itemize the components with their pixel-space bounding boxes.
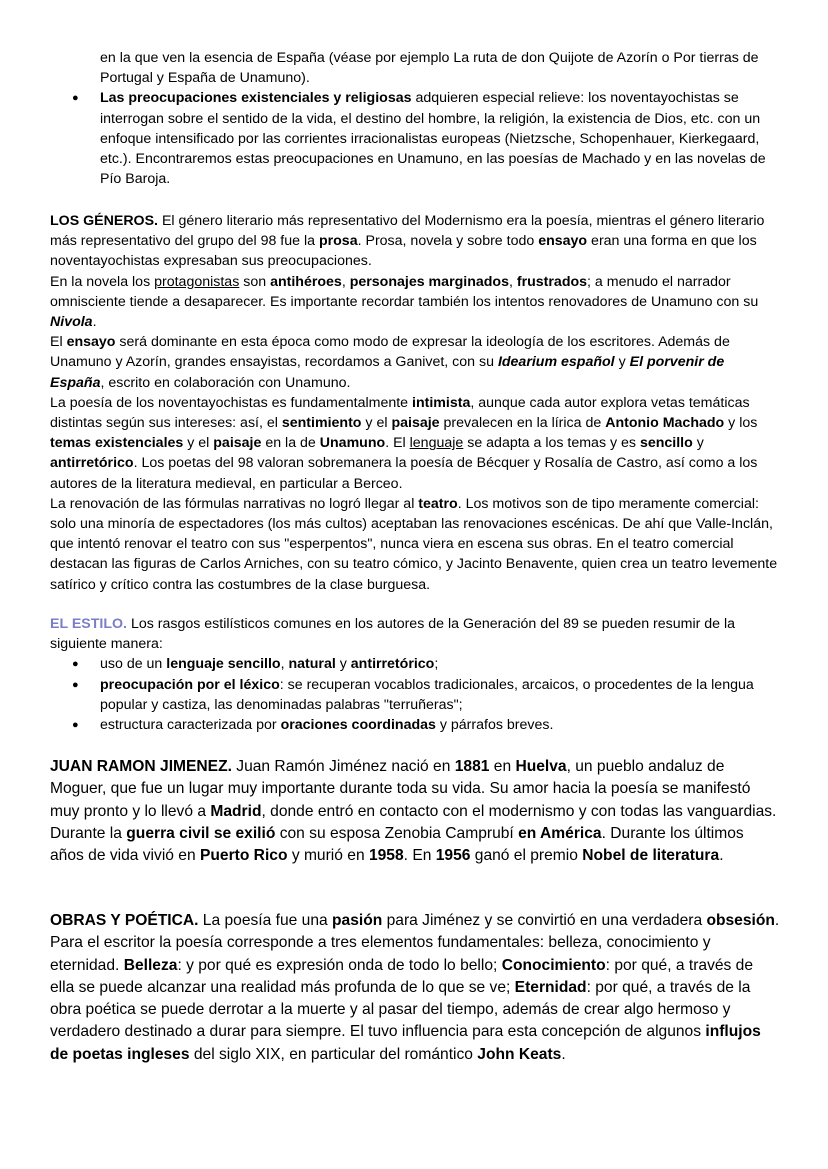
text-run: se adapta a los temas y es: [463, 435, 640, 452]
bold-term: ensayo: [66, 334, 116, 351]
bullet-icon: ●: [72, 92, 79, 105]
list-continuation-text: en la que ven la esencia de España (véase por ejemplo La ruta de don Quijote de Azorín o Por tierras de Portugal y España de Unamuno).: [100, 50, 759, 87]
bullet-icon: ●: [72, 719, 79, 732]
bold-italic-term: Idearium español: [497, 354, 615, 371]
text-run: : por qué, a través de ella se puede alcanzar una realidad más profunda de lo que se ve;: [50, 956, 754, 996]
list-item: [50, 654, 780, 674]
bold-term: Puerto Rico: [199, 847, 288, 865]
bold-term: guerra civil se exilió: [126, 824, 276, 842]
text-run: La poesía de los noventayochistas es fundamentalmente: [50, 394, 413, 411]
paragraph: [50, 910, 780, 1066]
bold-term: Belleza: [123, 956, 178, 974]
bold-term: Las preocupaciones existenciales y religiosas: [100, 90, 412, 107]
text-run: . Prosa, novela y sobre todo: [357, 233, 539, 250]
text-run: será dominante en esta época como modo de expresar la ideología de los escritores. Además de Unamuno y Azorín, grandes ensayistas, recordamos a Ganivet, con su: [50, 334, 730, 371]
section-heading: LOS GÉNEROS.: [50, 213, 158, 229]
bullet-list: [50, 88, 780, 189]
bold-term: Conocimiento: [501, 956, 606, 974]
bold-term: antirretórico: [50, 455, 134, 472]
bold-term: Eternidad: [514, 978, 587, 996]
text-run: en: [489, 758, 516, 775]
text-run: La poesía fue una: [198, 912, 332, 929]
text-run: , escrito en colaboración con Unamuno.: [100, 374, 351, 391]
text-run: estructura caracterizada por: [100, 717, 281, 734]
text-run: para Jiménez y se convirtió en una verdadera: [382, 912, 707, 929]
bullet-icon: ●: [72, 678, 79, 691]
text-run: con su esposa Zenobia Camprubí: [275, 824, 519, 842]
bold-term: sencillo: [639, 435, 693, 452]
paragraph: [50, 332, 780, 393]
bold-term: 1881: [454, 758, 490, 775]
text-run: ,: [341, 273, 350, 290]
bold-term: frustrados: [516, 273, 588, 290]
list-item-text: adquieren especial relieve: los noventayochistas se interrogan sobre el sentido de la vida, el destino del hombre, la religión, la existencia de Dios, etc. con un enfoque intensificado por las corrientes irracionalistas europeas (Nietzsche, Schopenhauer, Kierkegaard, etc.). Encontraremos estas preocupaciones en Unamuno, en las poesías de Machado y en las novelas de Pío Baroja.: [100, 90, 766, 188]
text-run: y: [692, 435, 704, 452]
text-run: : por qué, a través de la obra poética se puede derrotar a la muerte y al pasar del tiempo, además de crear algo hermoso y verdadero destinado a durar para siempre. El tuvo influencia para esta concepción de algunos: [50, 978, 751, 1041]
bold-term: John Keats: [477, 1045, 562, 1063]
text-run: y párrafos breves.: [435, 717, 554, 734]
paragraph: [50, 614, 780, 654]
text-run: y: [335, 656, 351, 673]
bold-term: 1958: [368, 847, 404, 865]
bold-term: oraciones coordinadas: [280, 717, 436, 734]
bold-term: Madrid: [210, 802, 262, 820]
bold-term: intimista: [412, 394, 471, 411]
text-run: . En: [403, 847, 436, 865]
text-run: y: [614, 354, 630, 371]
section-heading: OBRAS Y POÉTICA.: [50, 912, 199, 929]
bold-term: preocupación por el léxico: [100, 676, 280, 693]
list-item: [50, 715, 780, 735]
text-run: El género literario más representativo del Modernismo era la poesía, mientras el género literario más representativo del grupo del 98 fue la: [50, 213, 765, 250]
underlined-term: protagonistas: [154, 273, 240, 290]
bold-term: antihéroes: [270, 273, 342, 290]
generos-section: [50, 211, 780, 595]
section-heading: EL ESTILO.: [50, 616, 127, 632]
text-run: ,: [508, 273, 517, 290]
text-run: .: [92, 314, 97, 331]
bold-term: paisaje: [391, 415, 440, 432]
text-run: , aunque cada autor explora vetas temáticas distintas según sus intereses: así, el: [50, 394, 750, 432]
text-run: uso de un: [100, 656, 167, 673]
text-run: , donde entró en contacto con el modernismo y con todas las vanguardias. Durante la: [50, 802, 777, 842]
text-run: y el: [183, 435, 214, 452]
text-run: : y por qué es expresión onda de todo lo bello;: [177, 956, 502, 974]
bold-term: natural: [288, 656, 336, 673]
bold-term: ensayo: [538, 233, 588, 250]
text-run: , un pueblo andaluz de Moguer, que fue un lugar muy importante durante toda su vida. Su amor hacia la poesía se manifestó muy pronto y lo llevó a: [50, 758, 751, 820]
text-run: El: [50, 334, 67, 351]
text-run: ;: [434, 656, 439, 673]
bold-term: teatro: [418, 495, 458, 512]
paragraph: [50, 272, 780, 333]
list-item: [50, 675, 780, 715]
text-run: son: [239, 273, 271, 290]
bullet-icon: ●: [72, 658, 79, 671]
text-run: y murió en: [287, 847, 369, 865]
intro-list-section: [50, 48, 780, 189]
text-run: y el: [361, 415, 392, 432]
bold-term: Nobel de literatura: [582, 847, 720, 865]
text-run: . Los motivos son de tipo meramente comercial: solo una minoría de espectadores (los más cultos) aceptaban las renovaciones escénicas. De ahí que Valle-Inclán, que intentó renovar el teatro con sus "esperpentos", nunca viera en escena sus obras. En el teatro comercial destacan las figuras de Carlos Arniches, con su teatro cómico, y Jacinto Benavente, quien crea un teatro levemente satírico y crítico contra las costumbres de la clase burguesa.: [50, 495, 778, 593]
text-run: . Para el escritor la poesía corresponde a tres elementos fundamentales: belleza, conocimiento y eternidad.: [50, 912, 780, 974]
bold-italic-term: Nivola: [50, 314, 93, 331]
section-heading: JUAN RAMON JIMENEZ.: [50, 758, 232, 775]
paragraph: [50, 211, 780, 272]
bold-term: pasión: [332, 912, 383, 929]
text-run: : se recuperan vocablos tradicionales, arcaicos, o procedentes de la lengua popular y castiza, las denominadas palabras "terruñeras";: [100, 676, 754, 713]
bold-term: obsesión: [706, 912, 775, 929]
text-run: Los rasgos estilísticos comunes en los autores de la Generación del 89 se pueden resumir de la siguiente manera:: [50, 616, 736, 653]
text-run: del siglo XIX, en particular del romántico: [189, 1045, 478, 1063]
text-run: eran una forma en que los noventayochistas expresaban sus preocupaciones.: [50, 233, 757, 270]
paragraph: [50, 494, 780, 595]
underlined-term: lenguaje: [409, 435, 464, 452]
text-run: y los: [724, 415, 758, 432]
text-run: prevalecen en la lírica de: [439, 415, 606, 432]
text-run: . Durante los últimos años de vida vivió en: [50, 824, 744, 865]
bold-term: Unamuno: [319, 435, 386, 452]
bold-term: antirretórico: [350, 656, 435, 673]
bold-term: personajes marginados: [349, 273, 509, 290]
obras-section: [50, 910, 780, 1066]
text-run: ,: [280, 656, 289, 673]
bold-term: temas existenciales: [50, 435, 184, 452]
text-run: en la de: [261, 435, 320, 452]
paragraph: [50, 393, 780, 494]
bold-italic-term: El porvenir de España: [50, 354, 725, 391]
bold-term: Huelva: [515, 758, 567, 775]
text-run: ; a menudo el narrador omnisciente tiende a desaparecer. Es importante recordar también los intentos renovadores de Unamuno con su: [50, 273, 759, 310]
text-run: ganó el premio: [470, 847, 583, 865]
text-run: . El: [385, 435, 410, 452]
list-item: [50, 88, 780, 189]
text-run: .: [561, 1045, 566, 1063]
jrj-section: [50, 756, 780, 867]
text-run: . Los poetas del 98 valoran sobremanera la poesía de Bécquer y Rosalía de Castro, así como a los autores de la literatura medieval, en particular a Berceo.: [50, 455, 758, 492]
bold-term: Antonio Machado: [605, 415, 725, 432]
bold-term: lenguaje sencillo: [166, 656, 281, 673]
text-run: La renovación de las fórmulas narrativas no logró llegar al: [50, 495, 419, 512]
text-run: En la novela los: [50, 273, 155, 290]
bold-term: sentimiento: [281, 415, 362, 432]
text-run: .: [719, 847, 724, 865]
bold-term: paisaje: [213, 435, 262, 452]
bullet-list: [50, 654, 780, 735]
text-run: Juan Ramón Jiménez nació en: [231, 758, 455, 775]
bold-term: prosa: [318, 233, 358, 250]
bold-term: en América: [518, 824, 602, 842]
estilo-section: [50, 614, 780, 735]
bold-term: influjos de poetas ingleses: [50, 1023, 761, 1063]
paragraph: [50, 756, 780, 867]
bold-term: 1956: [435, 847, 471, 865]
